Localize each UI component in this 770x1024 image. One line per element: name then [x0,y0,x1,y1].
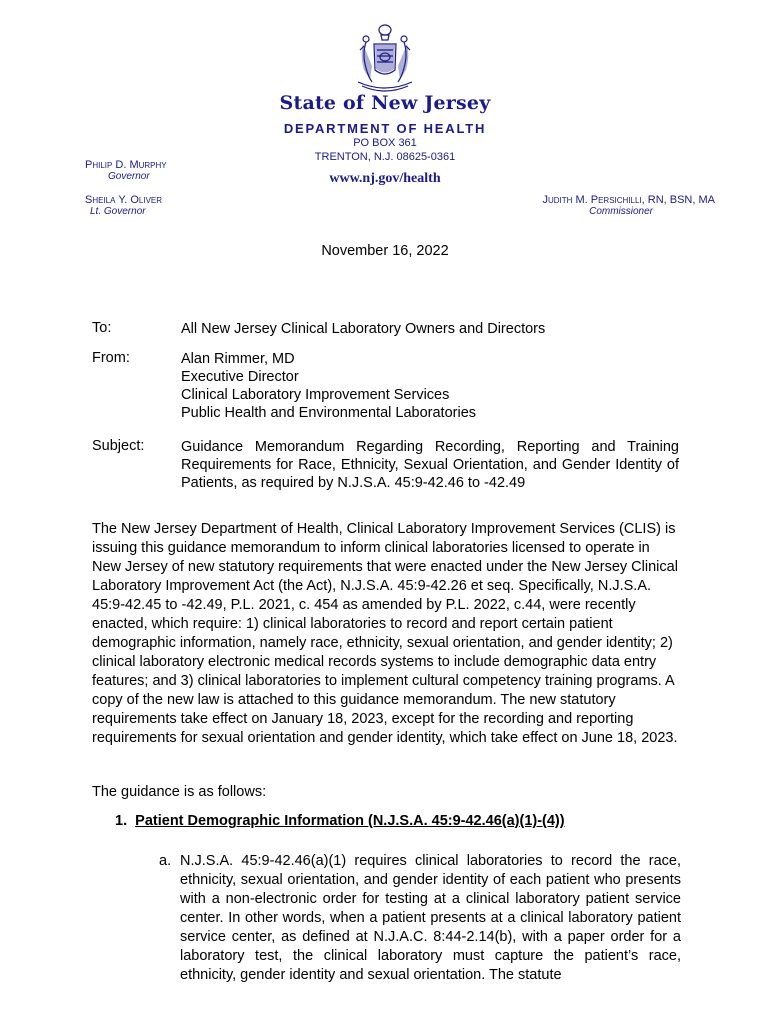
section-1-number: 1. [115,813,128,829]
to-value: All New Jersey Clinical Laboratory Owners and Directors [181,321,546,337]
from-block [181,350,476,422]
subject-label: Subject: [92,438,145,454]
department-name: DEPARTMENT OF HEALTH [283,121,487,136]
state-name: State of New Jersey [279,92,491,114]
lt-governor-block [85,194,162,217]
website-link[interactable]: www.nj.gov/health [329,171,441,186]
governor-title: Governor [108,171,150,182]
nj-state-seal-icon [354,20,416,94]
section-1-heading [115,813,565,829]
item-a-text: N.J.S.A. 45:9-42.46(a)(1) requires clinical laboratories to record the race, ethnicity, sexual orientation, and gender identity of each patient who presents with a non-electronic order for testing at a clinical laboratory patient service center. In other words, when a patient presents at a clinical laboratory patient service center, as defined at N.J.A.C. 8:44-2.14(b), with a paper order for a laboratory test, the clinical laboratory must capture the patient’s race, ethnicity, gender identity and sexual orientation. The statute [180,853,681,983]
intro-paragraph: The New Jersey Department of Health, Clinical Laboratory Improvement Services (CLIS) is issuing this guidance memorandum to inform clinical laboratories licensed to operate in New Jersey of new statutory requirements that were enacted under the New Jersey Clinical Laboratory Improvement Act (the Act), N.J.S.A. 45:9-42.26 et seq. Specifically, N.J.S.A. 45:9-42.45 to -42.49, P.L. 2021, c. 454 as amended by P.L. 2022, c.44, were recently enacted, which require: 1) clinical laboratories to record and report certain patient demographic information, namely race, ethnicity, sexual orientation, and gender identity; 2) clinical laboratory electronic medical records systems to include demographic data entry features; and 3) clinical laboratories to implement cultural competency training programs. A copy of the new law is attached to this guidance memorandum. The new statutory requirements take effect on January 18, 2023, except for the recording and reporting requirements for sexual orientation and gender identity, which take effect on June 18, 2023. [92,521,678,746]
governor-block [85,159,167,182]
commissioner-title: Commissioner [589,206,653,217]
from-name: Alan Rimmer, MD [181,351,295,367]
lt-governor-title: Lt. Governor [90,206,146,217]
city-address: TRENTON, N.J. 08625-0361 [314,151,456,163]
memo-date: November 16, 2022 [321,243,449,259]
to-label: To: [92,320,112,336]
item-a-letter: a. [159,853,172,869]
from-office: Public Health and Environmental Laboratories [181,405,477,421]
commissioner-name: Judith M. Persichilli, RN, BSN, MA [542,194,715,206]
from-title: Executive Director [181,369,299,385]
guidance-intro: The guidance is as follows: [92,784,267,800]
lt-governor-name: Sheila Y. Oliver [85,194,163,206]
from-label: From: [92,350,130,366]
section-1-title: Patient Demographic Information (N.J.S.A. 45:9-42.46(a)(1)-(4)) [135,813,565,829]
governor-name: Philip D. Murphy [85,159,167,171]
subject-value: Guidance Memorandum Regarding Recording, Reporting and Training Requirements for Race, Ethnicity, Sexual Orientation, and Gender Identity of Patients, as required by N.J.S.A. 45:9-42.46 to -42.49 [181,439,679,491]
commissioner-block [542,194,715,217]
from-division: Clinical Laboratory Improvement Services [181,387,450,403]
po-box: PO BOX 361 [353,137,417,149]
list-item [159,852,681,985]
